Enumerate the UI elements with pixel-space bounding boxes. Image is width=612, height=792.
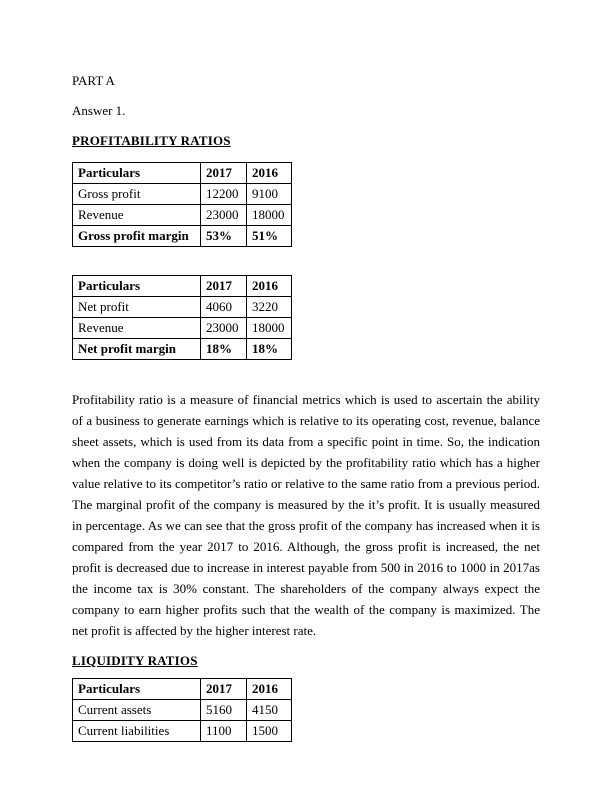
value-2017: 12200: [201, 184, 247, 205]
value-2017: 23000: [201, 205, 247, 226]
table-row-gross-profit: [73, 184, 292, 205]
value-2016: 18000: [247, 205, 292, 226]
column-header-2016: 2016: [247, 679, 292, 700]
column-header-particulars: Particulars: [73, 679, 201, 700]
column-header-2017: 2017: [201, 276, 247, 297]
row-label: Gross profit margin: [73, 226, 201, 247]
column-header-2017: 2017: [201, 679, 247, 700]
value-2017: 18%: [201, 339, 247, 360]
column-header-2016: 2016: [247, 163, 292, 184]
value-2017: 5160: [201, 700, 247, 721]
row-label: Gross profit: [73, 184, 201, 205]
table-header-row: [73, 276, 292, 297]
profitability-ratios-heading: PROFITABILITY RATIOS: [72, 133, 231, 148]
row-label: Net profit margin: [73, 339, 201, 360]
value-2016: 51%: [247, 226, 292, 247]
table-row-current-liabilities: [73, 721, 292, 742]
value-2016: 18%: [247, 339, 292, 360]
column-header-particulars: Particulars: [73, 276, 201, 297]
table-row-current-assets: [73, 700, 292, 721]
value-2017: 53%: [201, 226, 247, 247]
value-2017: 4060: [201, 297, 247, 318]
column-header-particulars: Particulars: [73, 163, 201, 184]
value-2016: 18000: [247, 318, 292, 339]
liquidity-table: [72, 678, 292, 742]
table-header-row: [73, 163, 292, 184]
value-2016: 4150: [247, 700, 292, 721]
value-2016: 1500: [247, 721, 292, 742]
table-header-row: [73, 679, 292, 700]
value-2017: 1100: [201, 721, 247, 742]
table-row-revenue: [73, 318, 292, 339]
table-row-gross-profit-margin: [73, 226, 292, 247]
value-2016: 3220: [247, 297, 292, 318]
column-header-2017: 2017: [201, 163, 247, 184]
net-profit-margin-table: [72, 275, 292, 360]
row-label: Revenue: [73, 205, 201, 226]
part-heading: PART A: [72, 73, 115, 88]
profitability-analysis-paragraph: Profitability ratio is a measure of financial metrics which is used to ascertain the ability of a business to generate earnings which is relative to its operating cost, revenue, balance sheet assets, which is used from its data from a specific point in time. So, the indication when the company is doing well is depicted by the profitability ratio which has a higher value relative to its competitor’s ratio or relative to the same ratio from a previous period. The marginal profit of the company is measured by the it’s profit. It is usually measured in percentage. As we can see that the gross profit of the company has increased when it is compared from the year 2017 to 2016. Although, the gross profit is increased, the net profit is decreased due to increase in interest payable from 500 in 2016 to 1000 in 2017as the income tax is 30% constant. The shareholders of the company always expect the company to earn higher profits such that the wealth of the company is maximized. The net profit is affected by the higher interest rate.: [72, 392, 540, 638]
table-row-net-profit-margin: [73, 339, 292, 360]
liquidity-ratios-heading: LIQUIDITY RATIOS: [72, 653, 198, 668]
table-row-revenue: [73, 205, 292, 226]
answer-heading: Answer 1.: [72, 103, 126, 118]
gross-profit-margin-table: [72, 162, 292, 247]
row-label: Net profit: [73, 297, 201, 318]
table-row-net-profit: [73, 297, 292, 318]
value-2016: 9100: [247, 184, 292, 205]
column-header-2016: 2016: [247, 276, 292, 297]
value-2017: 23000: [201, 318, 247, 339]
row-label: Current assets: [73, 700, 201, 721]
row-label: Revenue: [73, 318, 201, 339]
row-label: Current liabilities: [73, 721, 201, 742]
